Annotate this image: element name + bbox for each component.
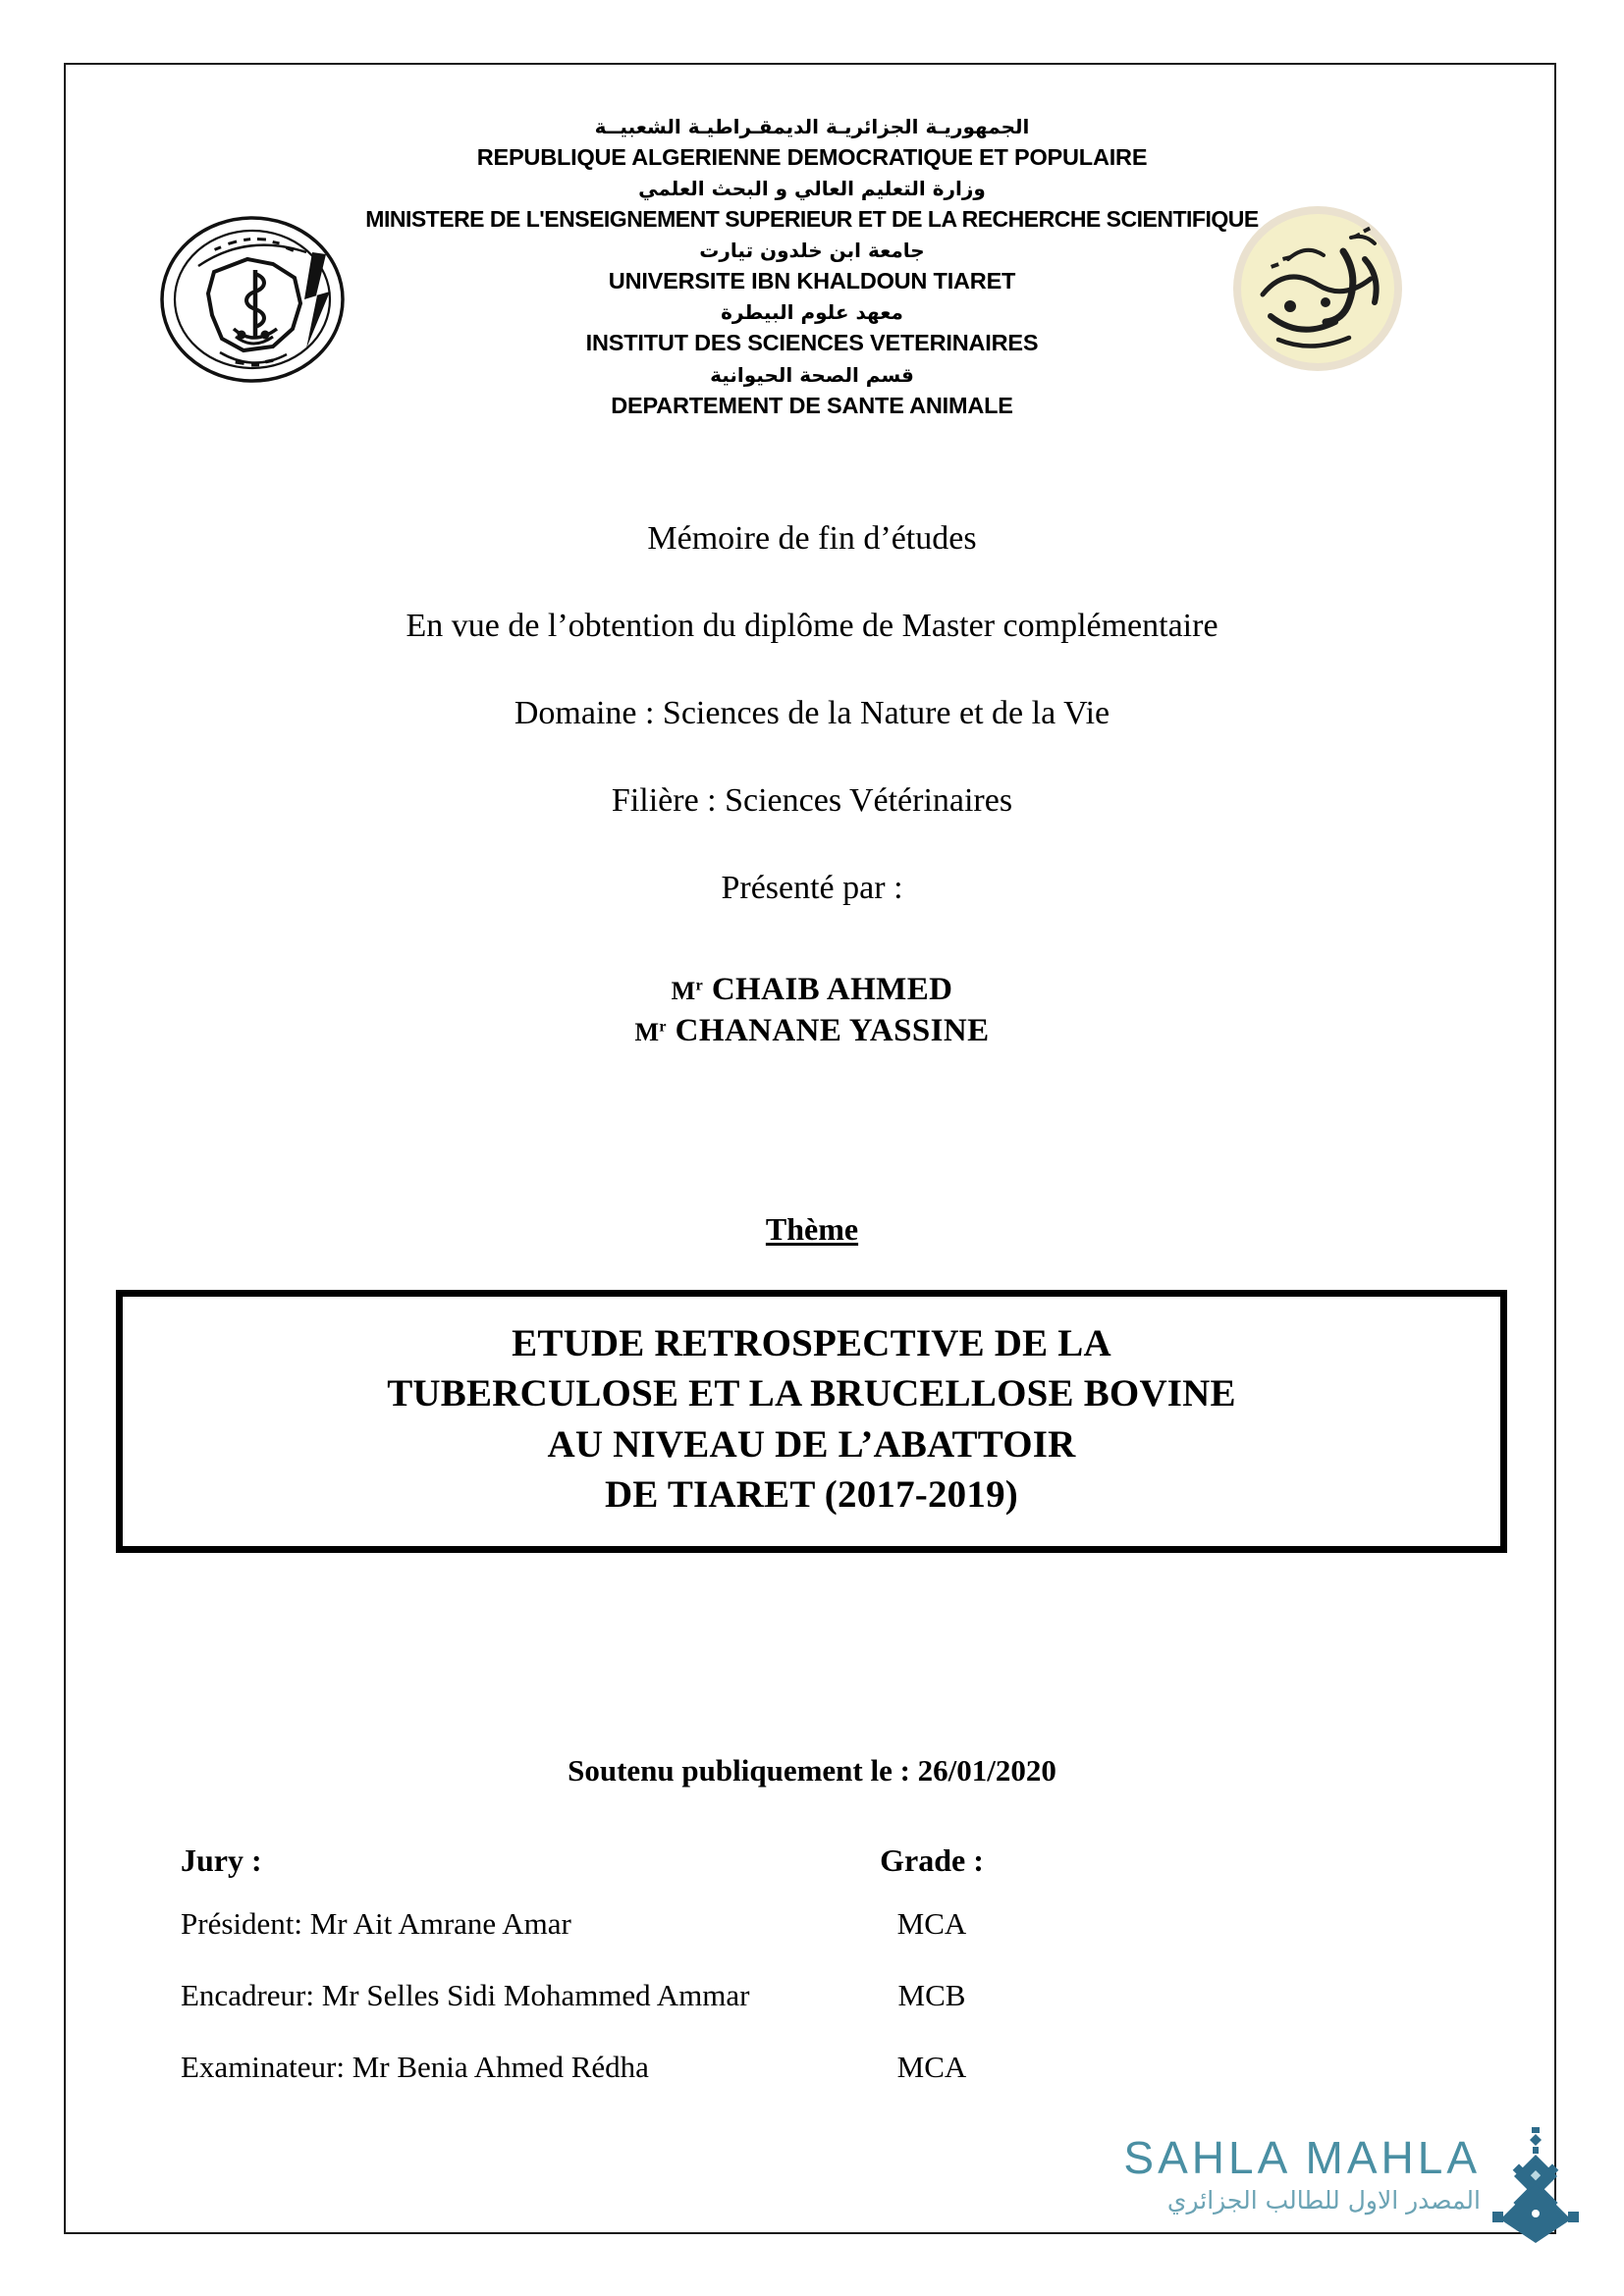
title-line-3: AU NIVEAU DE L’ABATTOIR	[547, 1422, 1076, 1466]
jury-header-role: Jury :	[181, 1842, 262, 1878]
jury-section	[181, 1842, 1408, 2121]
theme-label: Thème	[765, 1211, 859, 1247]
defense-date: Soutenu publiquement le : 26/01/2020	[568, 1753, 1056, 1788]
page-content	[66, 65, 1558, 2236]
title-line-4: DE TIARET (2017-2019)	[605, 1473, 1018, 1517]
watermark-brand: SAHLA MAHLA	[1123, 2132, 1481, 2183]
watermark-tagline: المصدر الاول للطالب الجزائري	[1166, 2186, 1481, 2215]
jury-member-grade: MCA	[896, 2050, 967, 2084]
jury-member-grade: MCB	[897, 1978, 966, 2012]
author-1	[66, 969, 1558, 1010]
title-line-2: TUBERCULOSE ET LA BRUCELLOSE BOVINE	[387, 1372, 1236, 1415]
author-2-name: CHANANE YASSINE	[675, 1013, 990, 1049]
sahla-mahla-watermark	[1068, 2132, 1559, 2258]
sahla-mahla-diamond-logo-icon	[1489, 2127, 1583, 2243]
authors-block	[66, 969, 1558, 1051]
page-border	[64, 63, 1556, 2234]
author-2	[66, 1010, 1558, 1051]
header-ministry-fr: MINISTERE DE L'ENSEIGNEMENT SUPERIEUR ET DE LA RECHERCHE SCIENTIFIQUE	[365, 206, 1259, 233]
presented-by-line: Présenté par :	[721, 870, 903, 906]
jury-member-role: Président: Mr Ait Amrane Amar	[181, 1906, 571, 1941]
institution-header	[66, 112, 1558, 422]
diploma-line: En vue de l’obtention du diplôme de Master complémentaire	[406, 608, 1218, 644]
filiere-line: Filière : Sciences Vétérinaires	[611, 782, 1013, 819]
header-university-fr: UNIVERSITE IBN KHALDOUN TIARET	[608, 268, 1016, 294]
jury-member-grade: MCA	[896, 1906, 967, 1941]
header-department-fr: DEPARTEMENT DE SANTE ANIMALE	[611, 392, 1013, 418]
honorific-2: $M^r$	[634, 1018, 667, 1047]
table-row	[181, 2050, 1408, 2085]
header-department-ar: قسم الصحة الحيوانية	[710, 362, 914, 387]
title-line-1: ETUDE RETROSPECTIVE DE LA	[512, 1322, 1111, 1364]
header-ministry-ar: وزارة التعليم العالي و البحث العلمي	[638, 177, 986, 201]
jury-member-role: Examinateur: Mr Benia Ahmed Rédha	[181, 2050, 649, 2084]
jury-header-grade: Grade :	[880, 1842, 984, 1878]
domain-line: Domaine : Sciences de la Nature et de la Vie	[514, 695, 1110, 731]
header-university-ar: جامعة ابن خلدون تيارت	[699, 239, 925, 263]
thesis-title-box	[116, 1290, 1507, 1553]
header-republic-ar: الجمهوريـة الجزائريـة الديمقـراطيـة الشعبيــة	[594, 115, 1030, 138]
jury-member-role: Encadreur: Mr Selles Sidi Mohammed Ammar	[181, 1978, 750, 2012]
table-row	[181, 1978, 1408, 2013]
honorific-1: $M^r$	[671, 977, 704, 1005]
author-1-name: CHAIB AHMED	[711, 972, 953, 1007]
jury-table-header	[181, 1842, 1408, 1879]
memoire-line: Mémoire de fin d’études	[647, 520, 977, 557]
header-republic-fr: REPUBLIQUE ALGERIENNE DEMOCRATIQUE ET POPULAIRE	[476, 144, 1148, 170]
header-institute-ar: معهد علوم البيطرة	[721, 300, 903, 325]
table-row	[181, 1906, 1408, 1942]
header-institute-fr: INSTITUT DES SCIENCES VETERINAIRES	[585, 330, 1039, 356]
watermark-text	[1068, 2132, 1481, 2217]
thesis-intro-lines	[66, 522, 1558, 959]
